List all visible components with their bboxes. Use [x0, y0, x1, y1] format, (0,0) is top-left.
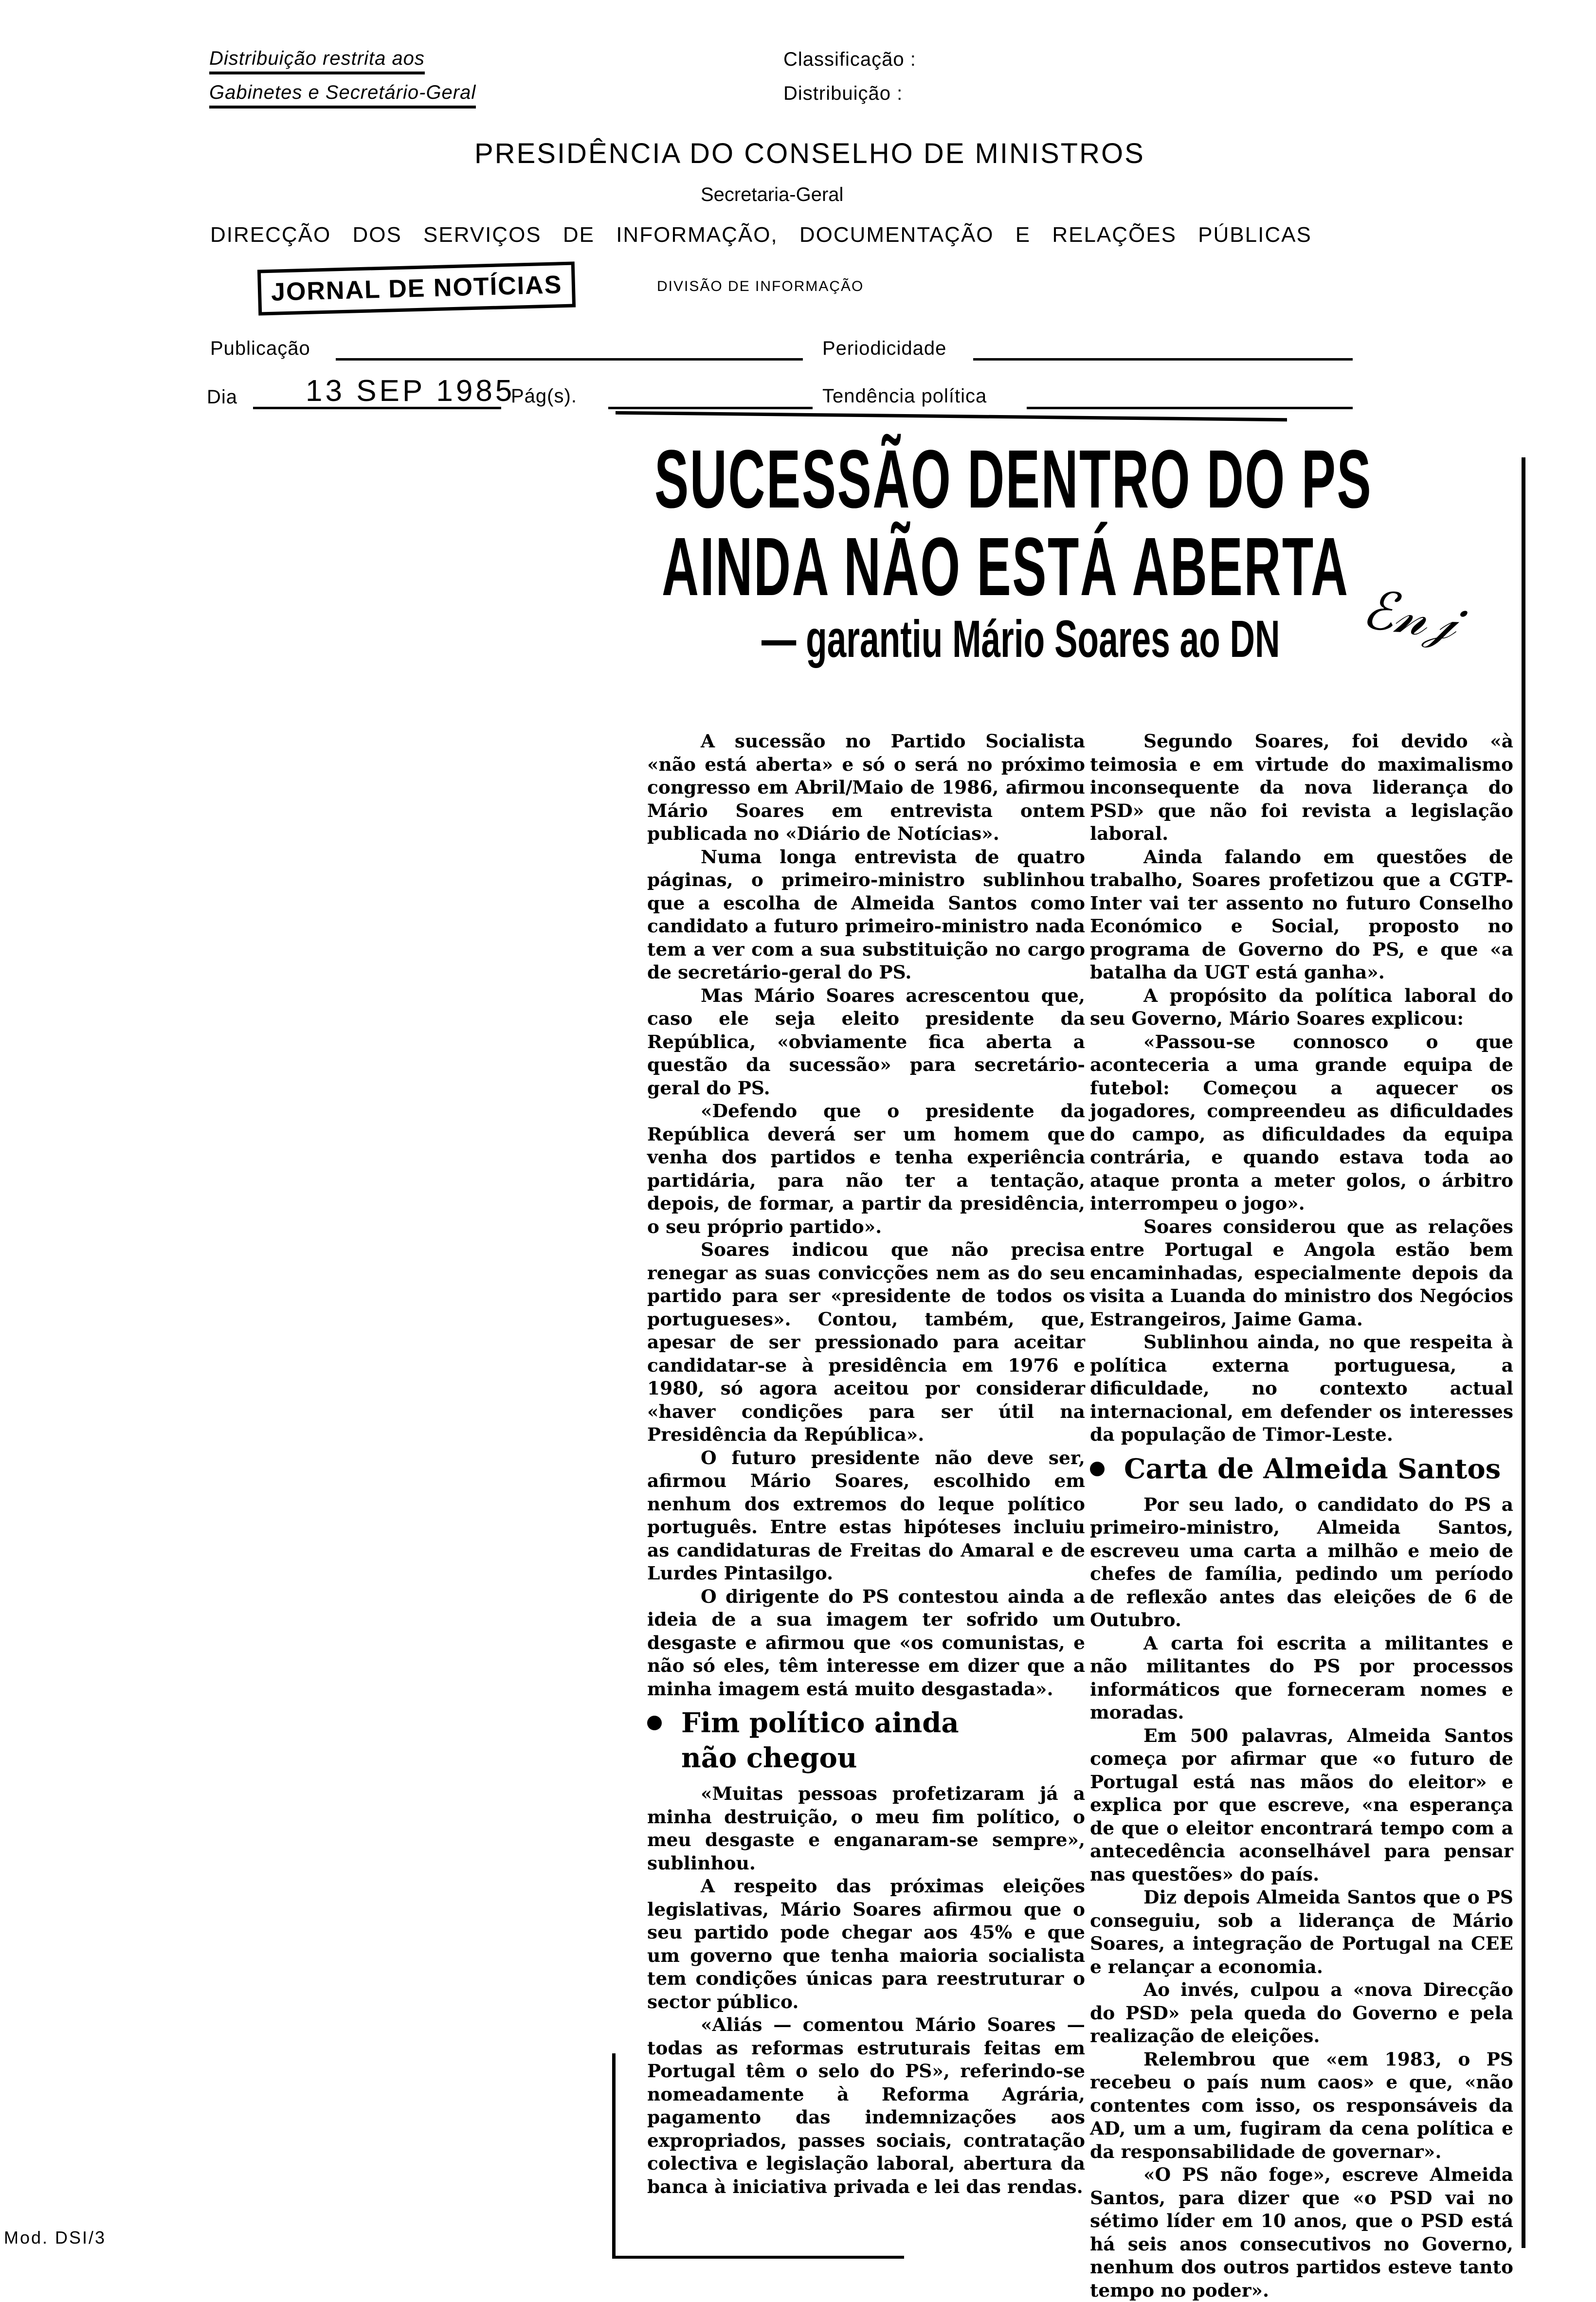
paragraph: A propósito da política laboral do seu Governo, Mário Soares explicou:	[1090, 984, 1513, 1029]
subheadline: — garantiu Mário Soares ao DN	[762, 609, 1280, 668]
paragraph: Sublinhou ainda, no que respeita à política externa portuguesa, a dificuldade, no contexto actual internacional, em defender os interesses da população de Timor-Leste.	[1090, 1331, 1513, 1445]
bullet-icon	[1090, 1462, 1105, 1476]
paragraph: Ainda falando em questões de trabalho, Soares profetizou que a CGTP-Inter vai ter assento no futuro Conselho Económico e Social, proposto no programa de Governo do PS, e que «a batalha da UGT está ganha».	[1090, 846, 1513, 983]
clipping-bottom-border	[612, 2256, 904, 2259]
paragraph: «Passou-se connosco o que aconteceria a uma grande equipa de futebol: Começou a aquecer os jogadores, compreendeu as dificuldades do campo, as dificuldades da equipa contrária, e quando estava toda ao ataque pronta a meter golos, o árbitro interrompeu o jogo».	[1090, 1031, 1513, 1214]
paragraph: Segundo Soares, foi devido «à teimosia e em virtude do maximalismo inconsequente da nova liderança do PSD» que não foi revista a legislação laboral.	[1090, 730, 1513, 844]
secretariat-label: Secretaria-Geral	[701, 184, 844, 205]
section-heading-text: Carta de Almeida Santos	[1124, 1452, 1501, 1485]
division-label: DIVISÃO DE INFORMAÇÃO	[657, 278, 864, 294]
paragraph: Em 500 palavras, Almeida Santos começa por afirmar que «o futuro de Portugal está nas mãos do eleitor» e explica por que escreve, «na esperança de que o eleitor encontrará tempo com a antecedência aconselhável para pensar nas questões» do país.	[1090, 1724, 1513, 1885]
paragraph: A sucessão no Partido Socialista «não está aberta» e só o será no próximo congresso em Abril/Maio de 1986, afirmou Mário Soares em entrevista ontem publicada no «Diário de Notícias».	[647, 730, 1085, 844]
paragraph: Ao invés, culpou a «nova Direcção do PSD» pela queda do Governo e pela realização de eleições.	[1090, 1979, 1513, 2047]
clipping-right-border	[1522, 457, 1525, 2248]
organization-title: PRESIDÊNCIA DO CONSELHO DE MINISTROS	[474, 138, 1145, 169]
paragraph: Soares indicou que não precisa renegar as suas convicções nem as do seu partido para ser «presidente de todos os portugueses». Contou, também, que, apesar de ser pressionado para aceitar candidatar-se à presidência em 1976 e 1980, só agora aceitou por considerar «haver condições para ser útil na Presidência da República».	[647, 1239, 1085, 1445]
article-right-column	[1090, 730, 1513, 2302]
periodicidade-label: Periodicidade	[822, 338, 947, 359]
handwritten-mark: ℰ𝓃𝒿	[1359, 578, 1461, 653]
paragraph: O futuro presidente não deve ser, afirmou Mário Soares, escolhido em nenhum dos extremos do leque político português. Entre estas hipóteses incluiu as candidaturas de Freitas do Amaral e de Lurdes Pintasilgo.	[647, 1447, 1085, 1584]
paragraph: O dirigente do PS contestou ainda a ideia de a sua imagem ter sofrido um desgaste e afirmou que «os comunistas, e não só eles, têm interesse em dizer que a minha imagem está muito desgastada».	[647, 1585, 1085, 1700]
newspaper-stamp: JORNAL DE NOTÍCIAS	[257, 261, 576, 315]
paragraph: A respeito das próximas eleições legislativas, Mário Soares afirmou que o seu partido pode chegar aos 45% e que um governo que tenha maioria socialista tem condições únicas para reestruturar o sector público.	[647, 1875, 1085, 2012]
clipping-top-border	[616, 411, 1287, 421]
periodicidade-field	[973, 358, 1353, 361]
paragraph: Por seu lado, o candidato do PS a primeiro-ministro, Almeida Santos, escreveu uma carta a milhão e meio de chefes de família, pedindo um período de reflexão antes das eleições de 6 de Outubro.	[1090, 1493, 1513, 1631]
paragraph: Numa longa entrevista de quatro páginas, o primeiro-ministro sublinhou que a escolha de Almeida Santos como candidato a futuro primeiro-ministro nada tem a ver com a sua substituição no cargo de secretário-geral do PS.	[647, 846, 1085, 983]
paginas-field	[608, 407, 813, 409]
classificacao-label: Classificação :	[783, 49, 916, 70]
paragraph: Soares considerou que as relações entre Portugal e Angola estão bem encaminhadas, especialmente depois da visita a Luanda do ministro dos Negócios Estrangeiros, Jaime Gama.	[1090, 1215, 1513, 1330]
distribuicao-label: Distribuição :	[783, 83, 903, 104]
paragraph: «Defendo que o presidente da República deverá ser um homem que venha dos partidos e tenha experiência partidária, para não ter a tentação, depois, de formar, a partir da presidência, o seu próprio partido».	[647, 1100, 1085, 1237]
paragraph: «Aliás — comentou Mário Soares — todas as reformas estruturais feitas em Portugal têm o selo do PS», referindo-se nomeadamente à Reforma Agrária, pagamento das indemnizações aos expropriados, passes sociais, contratação colectiva e legislação laboral, abertura da banca à iniciativa privada e lei das rendas.	[647, 2014, 1085, 2197]
paragraph: «O PS não foge», escreve Almeida Santos, para dizer que «o PSD vai no sétimo líder em 10 anos, que o PSD está há seis anos consecutivos no Governo, nenhum dos outros partidos esteve tanto tempo no poder».	[1090, 2164, 1513, 2301]
paragraph: «Muitas pessoas profetizaram já a minha destruição, o meu fim político, o meu desgaste e enganaram-se sempre», sublinhou.	[647, 1783, 1085, 1874]
headline-line2: AINDA NÃO ESTÁ ABERTA	[662, 521, 1349, 613]
form-code: Mod. DSI/3	[4, 2228, 107, 2248]
bullet-icon	[647, 1716, 662, 1730]
headline-line1: SUCESSÃO DENTRO DO PS	[654, 433, 1373, 526]
section-heading-fim-politico	[647, 1705, 1085, 1776]
section-heading-line2: não chegou	[681, 1742, 857, 1774]
section-heading-line1: Fim político ainda	[681, 1707, 959, 1739]
date-stamp: 13 SEP 1985	[306, 374, 515, 408]
article-left-column	[647, 730, 1085, 2198]
dia-label: Dia	[207, 386, 238, 408]
paragraph: Relembrou que «em 1983, o PS recebeu o país num caos» e que, «não contentes com isso, os responsáveis da AD, um a um, fugiram da cena política e da responsabilidade de governar».	[1090, 2048, 1513, 2162]
paragraph: A carta foi escrita a militantes e não militantes do PS por processos informáticos que forneceram nomes e moradas.	[1090, 1632, 1513, 1723]
publicacao-field	[336, 358, 803, 361]
section-heading-carta	[1090, 1451, 1513, 1486]
tendencia-field	[1027, 407, 1353, 409]
directorate-title: DIRECÇÃO DOS SERVIÇOS DE INFORMAÇÃO, DOCUMENTAÇÃO E RELAÇÕES PÚBLICAS	[210, 223, 1312, 247]
paginas-label: Pág(s).	[511, 385, 577, 407]
tendencia-label: Tendência política	[822, 385, 987, 407]
clipping-left-border	[612, 2053, 616, 2258]
publicacao-label: Publicação	[210, 338, 310, 359]
distribution-restriction-line1: Distribuição restrita aos	[209, 48, 425, 74]
paragraph: Diz depois Almeida Santos que o PS conseguiu, sob a liderança de Mário Soares, a integração de Portugal na CEE e relançar a economia.	[1090, 1886, 1513, 1977]
paragraph: Mas Mário Soares acrescentou que, caso ele seja eleito presidente da República, «obviamente fica aberta a questão da sucessão» para secretário-geral do PS.	[647, 984, 1085, 1099]
distribution-restriction-line2: Gabinetes e Secretário-Geral	[209, 82, 476, 109]
